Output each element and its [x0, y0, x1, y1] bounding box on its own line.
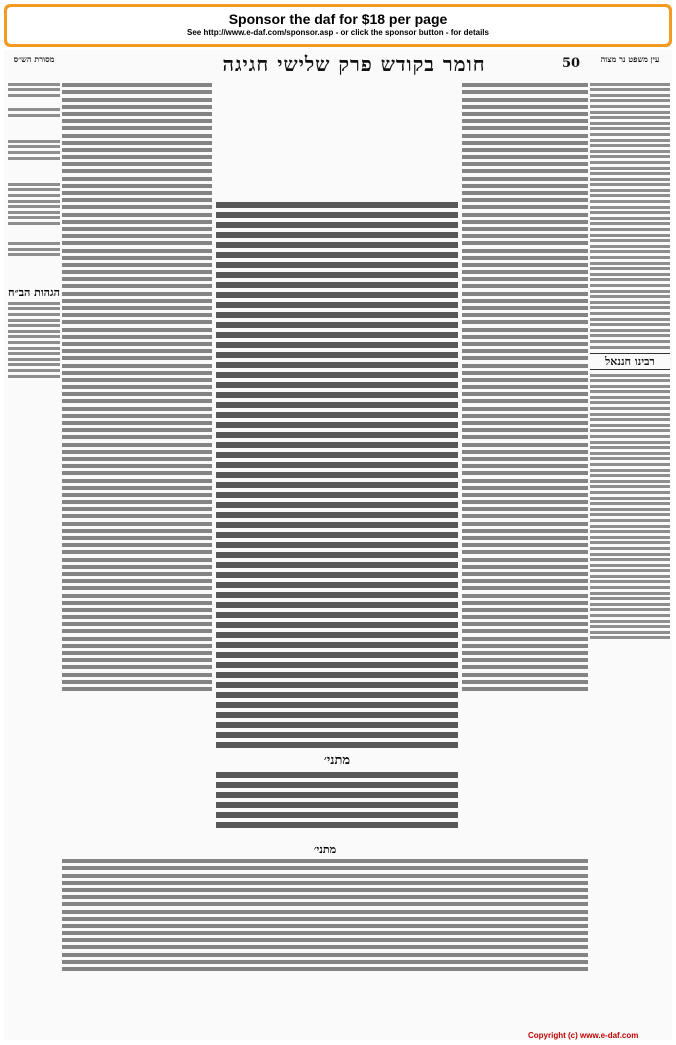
page-number: 50 [562, 56, 581, 71]
gemara-column [216, 198, 458, 838]
bottom-mishna-caption: מתני׳ [313, 843, 337, 856]
ein-mishpat-header: עין משפט נר מצוה [600, 54, 660, 64]
sponsor-banner-title: Sponsor the daf for $18 per page [228, 11, 448, 27]
masoret-hashas-header: מסורת הש״ס [13, 54, 55, 64]
left-margin-column [8, 80, 60, 980]
page-title: חומר בקודש פרק שלישי חגיגה [222, 52, 486, 76]
talmud-page [4, 50, 672, 1040]
copyright-link[interactable]: Copyright (c) www.e-daf.com [528, 1031, 639, 1040]
tosafot-column [62, 80, 212, 840]
rabbeinu-chananel-caption: רבינו חננאל [590, 353, 670, 370]
page-header [4, 50, 672, 80]
rashi-column [462, 80, 588, 840]
sponsor-banner[interactable] [4, 4, 672, 47]
bottom-commentary-block [62, 840, 588, 990]
right-margin-column [590, 80, 670, 990]
hagahot-habach-caption: הגהות הב״ח [8, 285, 60, 299]
mishna-caption: מתני׳ [323, 753, 351, 768]
sponsor-banner-subtitle[interactable]: See http://www.e-daf.com/sponsor.asp - or click the sponsor button - for details [187, 28, 489, 37]
sponsor-banner-inner [7, 7, 669, 44]
